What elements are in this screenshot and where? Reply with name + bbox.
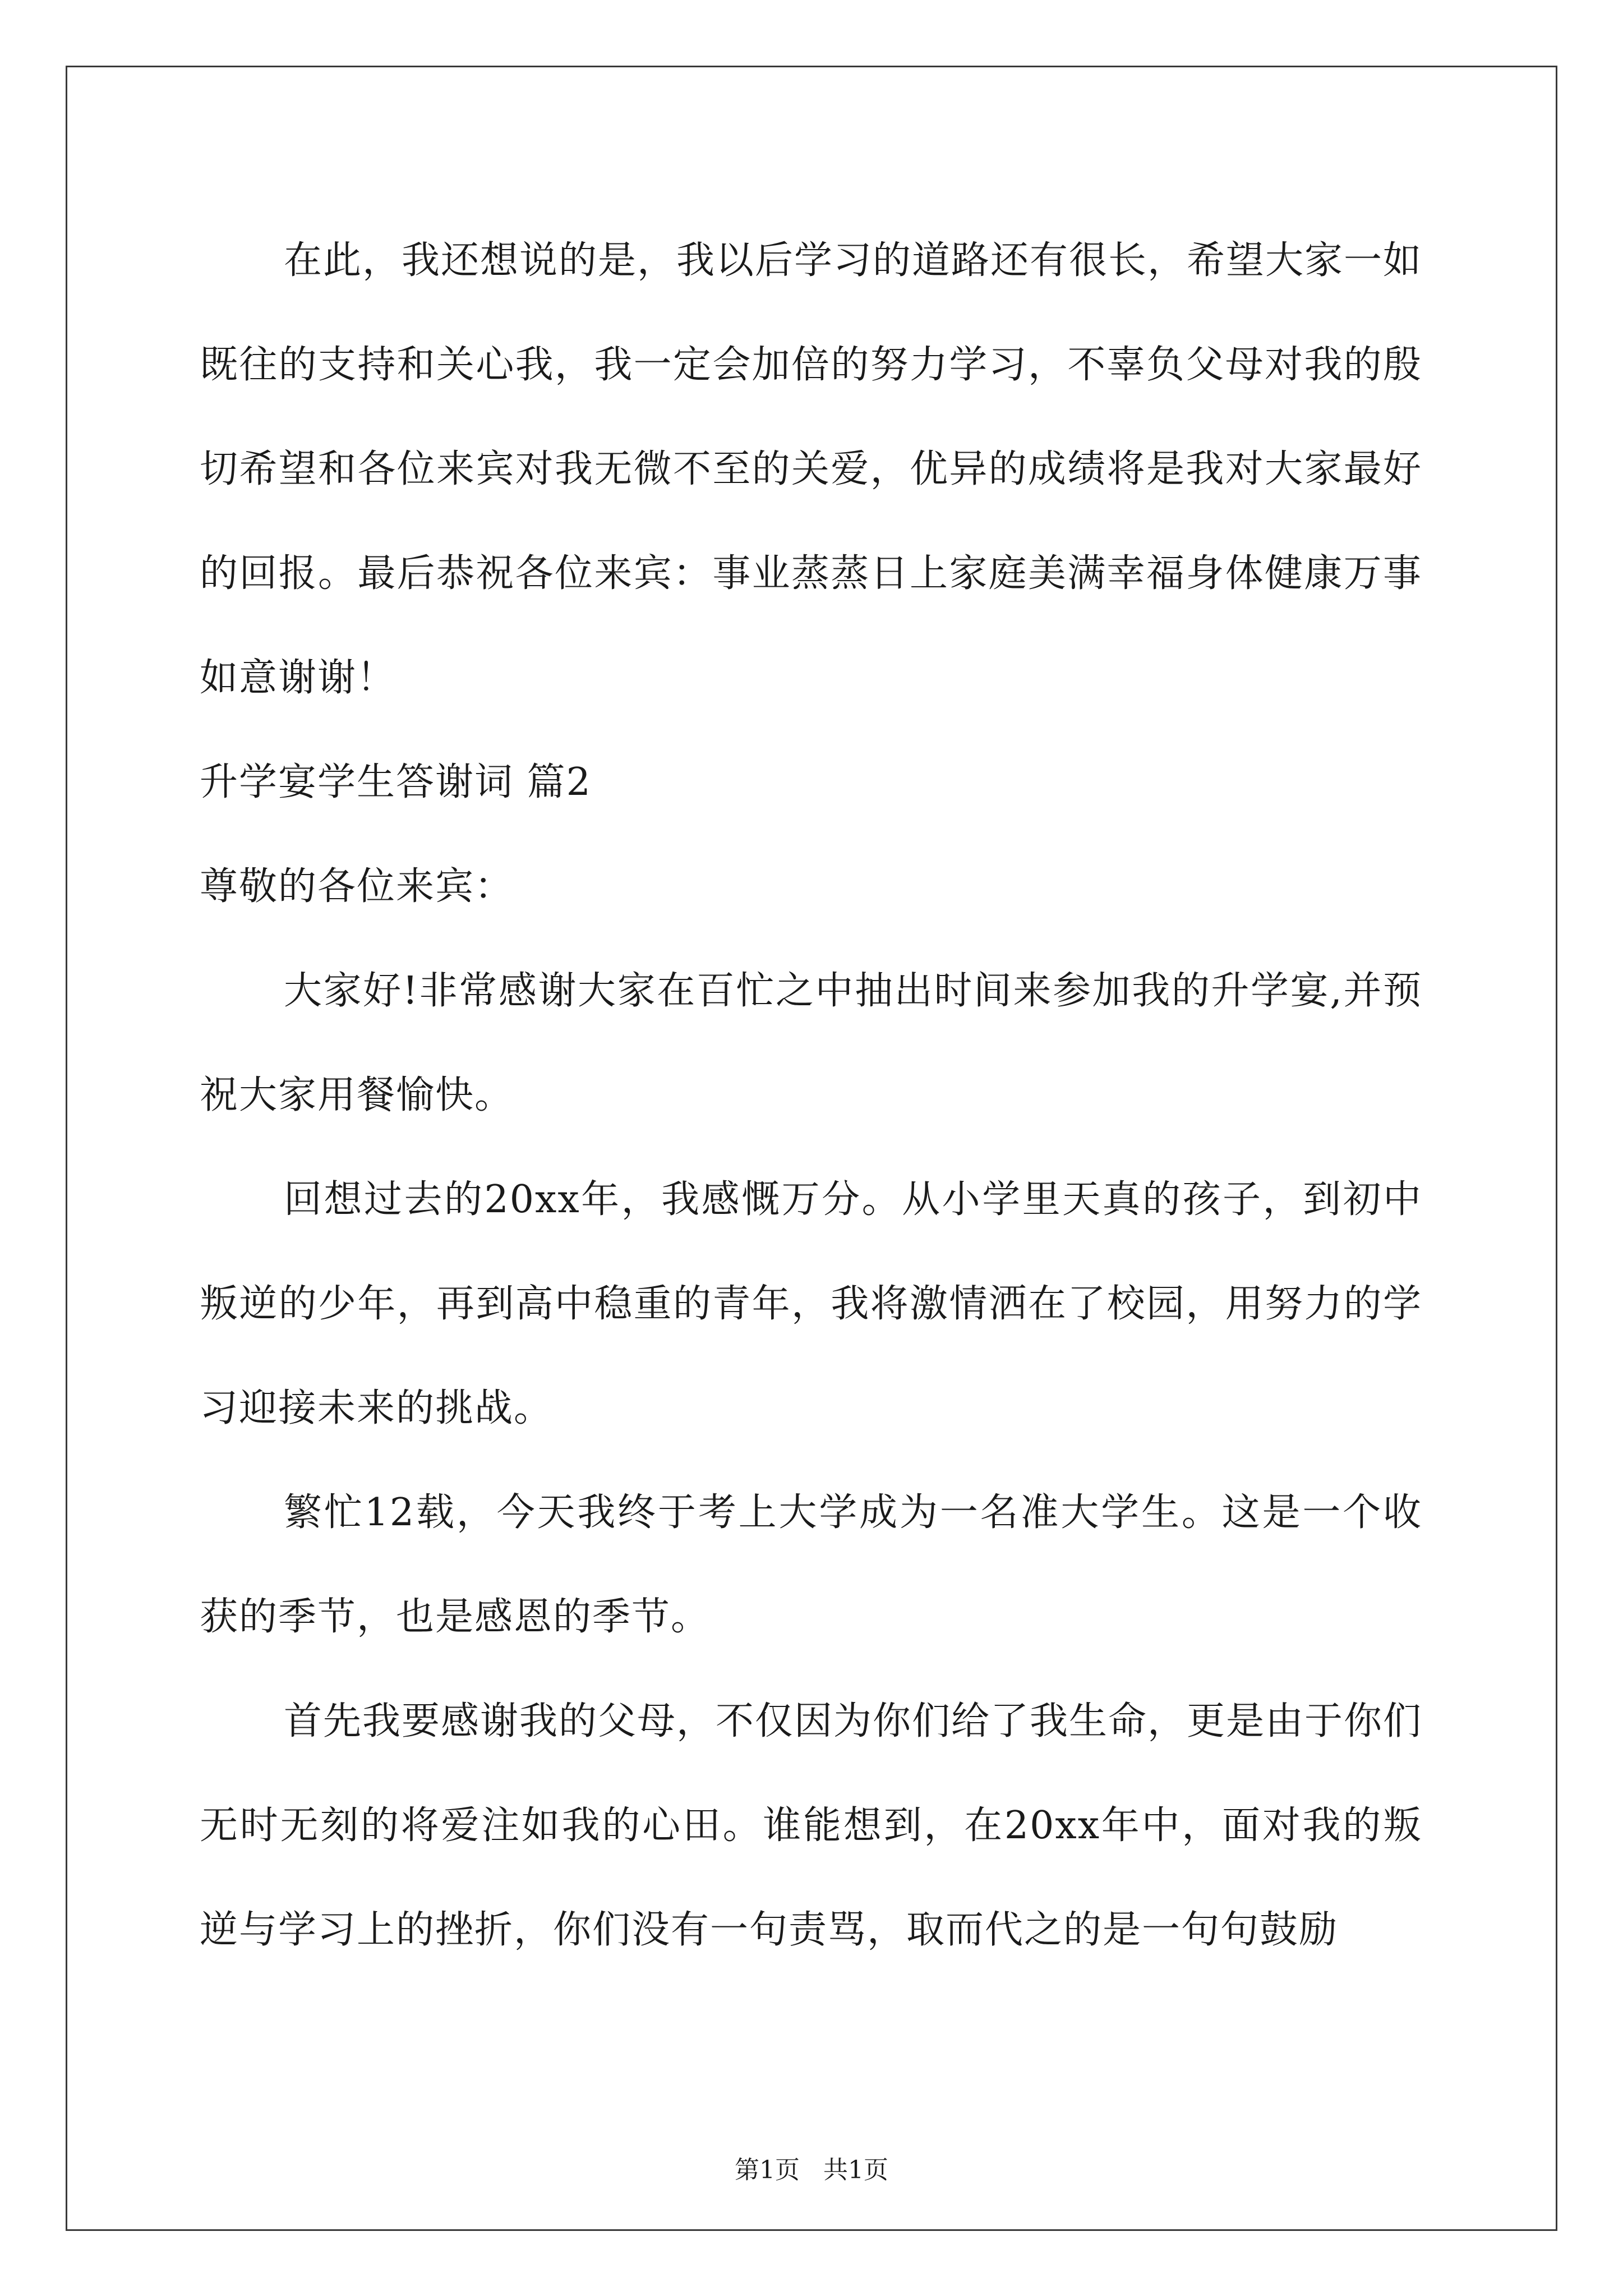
page-total: 共1页: [823, 2156, 888, 2184]
paragraph-reflection: 回想过去的20xx年，我感慨万分。从小学里天真的孩子，到初中叛逆的少年，再到高中稳重的青年，我将激情洒在了校园，用努力的学习迎接未来的挑战。: [200, 1177, 1422, 1430]
section-heading: 升学宴学生答谢词 篇2: [200, 760, 592, 804]
paragraph-achievement: 繁忙12载，今天我终于考上大学成为一名准大学生。这是一个收获的季节，也是感恩的季节。: [200, 1490, 1422, 1639]
paragraph-parents: 首先我要感谢我的父母，不仅因为你们给了我生命，更是由于你们无时无刻的将爱注如我的心田。谁能想到，在20xx年中，面对我的叛逆与学习上的挫折，你们没有一句责骂，取而代之的是一句句鼓励: [200, 1699, 1423, 1952]
page-number: 第1页: [735, 2156, 800, 2184]
paragraph-greeting: 大家好!非常感谢大家在百忙之中抽出时间来参加我的升学宴,并预祝大家用餐愉快。: [200, 969, 1422, 1117]
salutation: 尊敬的各位来宾：: [200, 864, 514, 909]
document-body: [200, 209, 1422, 1982]
page-footer: [0, 2150, 1623, 2185]
paragraph-closing-thanks: 在此，我还想说的是，我以后学习的道路还有很长，希望大家一如既往的支持和关心我，我一定会加倍的努力学习，不辜负父母对我的殷切希望和各位来宾对我无微不至的关爱，优异的成绩将是我对大家最好的回报。最后恭祝各位来宾：事业蒸蒸日上家庭美满幸福身体健康万事如意谢谢！: [200, 238, 1423, 700]
